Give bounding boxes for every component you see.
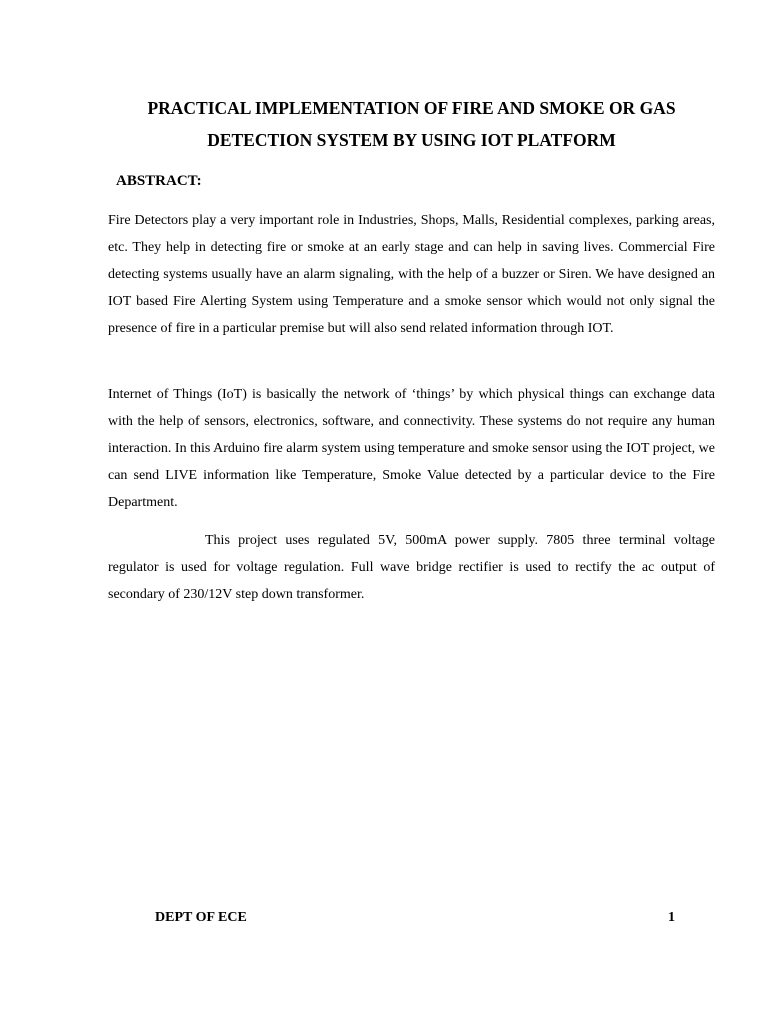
footer-page-number: 1 [668,910,675,925]
footer-department: DEPT OF ECE [155,910,247,925]
document-title [108,92,715,156]
abstract-paragraph-1: Fire Detectors play a very important role in Industries, Shops, Malls, Residential complexes, parking areas, etc. They help in detecting fire or smoke at an early stage and can help in saving lives. Commercial Fire detecting systems usually have an alarm signaling, with the help of a buzzer or Siren. We have designed an IOT based Fire Alerting System using Temperature and a smoke sensor which would not only signal the presence of fire in a particular premise but will also send related information through IOT. [108,213,715,336]
title-line-1: PRACTICAL IMPLEMENTATION OF FIRE AND SMOKE OR GAS [147,98,676,118]
abstract-heading: ABSTRACT: [116,173,202,189]
title-line-2: DETECTION SYSTEM BY USING IOT PLATFORM [207,130,616,150]
abstract-paragraph-2: Internet of Things (IoT) is basically the network of ‘things’ by which physical things can exchange data with the help of sensors, electronics, software, and connectivity. These systems do not require any human interaction. In this Arduino fire alarm system using temperature and smoke sensor using the IOT project, we can send LIVE information like Temperature, Smoke Value detected by a particular device to the Fire Department. [108,387,715,510]
abstract-paragraph-3: This project uses regulated 5V, 500mA power supply. 7805 three terminal voltage regulator is used for voltage regulation. Full wave bridge rectifier is used to rectify the ac output of secondary of 230/12V step down transformer. [108,533,715,602]
